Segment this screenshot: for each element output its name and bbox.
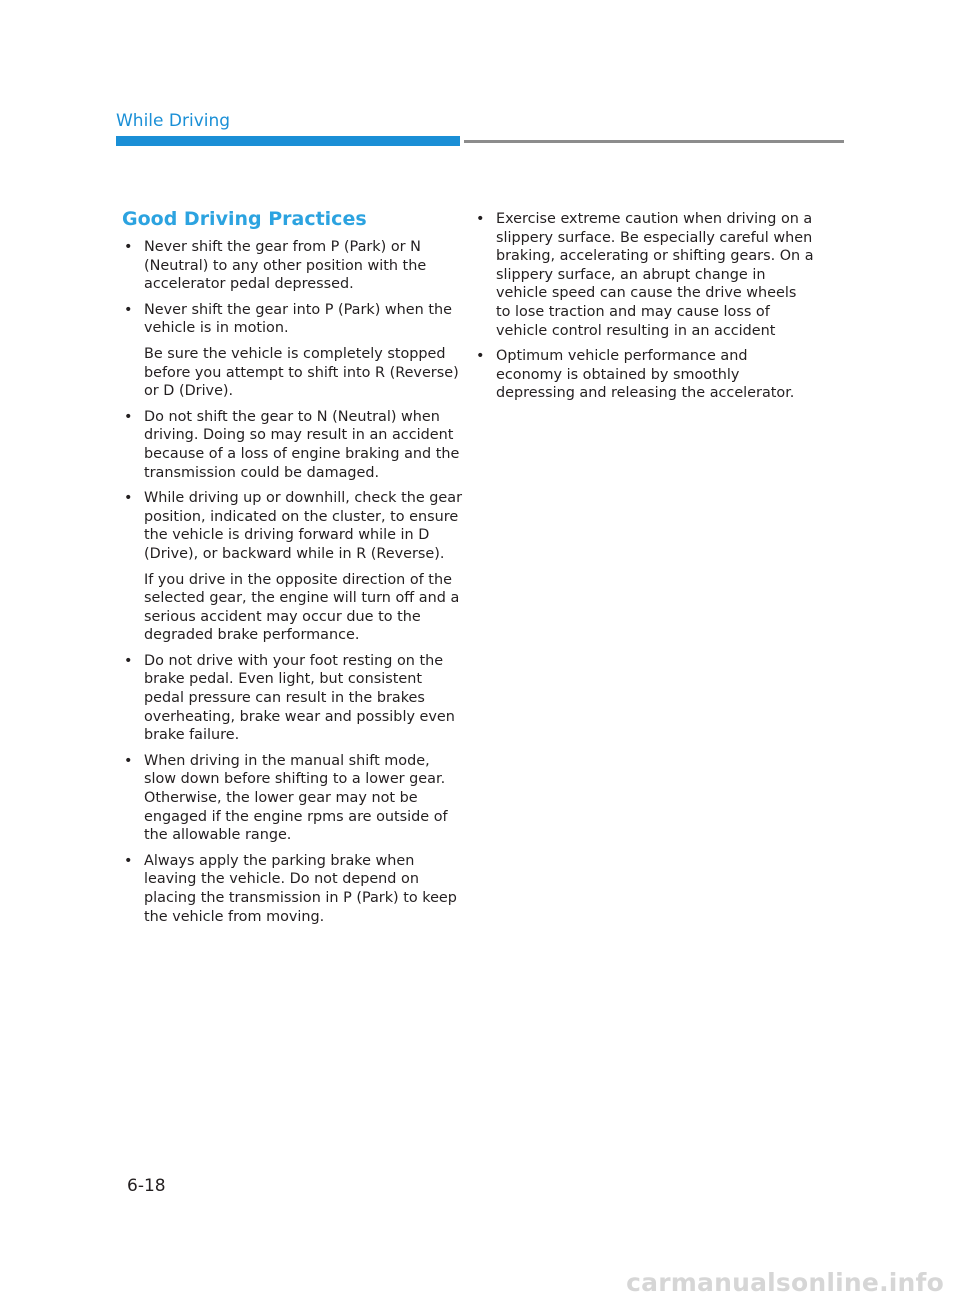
- header-accent-bar: [116, 136, 460, 146]
- bullet-icon: •: [124, 239, 133, 255]
- header-divider: [464, 140, 844, 143]
- right-bullet-list: [474, 210, 814, 403]
- list-item-text: When driving in the manual shift mode, slow down before shifting to a lower gear. Otherwise, the lower gear may not be engaged if the engine rpms are outside of the allowable range.: [144, 752, 448, 844]
- bullet-icon: •: [124, 301, 133, 318]
- list-item: [122, 238, 462, 294]
- list-item: [474, 210, 814, 340]
- bullet-icon: •: [476, 348, 485, 365]
- bullet-icon: •: [476, 211, 485, 227]
- list-item-text: Never shift the gear from P (Park) or N (Neutral) to any other position with the accelerator pedal depressed.: [144, 239, 427, 293]
- bullet-icon: •: [124, 408, 133, 425]
- list-item-text: While driving up or downhill, check the gear position, indicated on the cluster, to ensure the vehicle is driving forward while in D (Drive), or backward while in R (Reverse).: [144, 490, 463, 562]
- bullet-icon: •: [124, 752, 133, 769]
- list-item-text: Always apply the parking brake when leaving the vehicle. Do not depend on placing the transmission in P (Park) to keep the vehicle from moving.: [144, 852, 457, 925]
- list-item-text: Never shift the gear into P (Park) when the vehicle is in motion.: [144, 301, 452, 337]
- list-item-followup: Be sure the vehicle is completely stopped before you attempt to shift into R (Reverse) or D (Drive).: [144, 345, 459, 400]
- list-item-text: Do not shift the gear to N (Neutral) when driving. Doing so may result in an accident because of a loss of engine braking and the transmission could be damaged.: [144, 408, 460, 481]
- bullet-icon: •: [124, 852, 133, 869]
- list-item: [122, 301, 462, 401]
- list-item: [474, 347, 814, 403]
- section-title: While Driving: [116, 111, 231, 131]
- bullet-icon: •: [124, 652, 133, 669]
- bullet-icon: •: [124, 490, 133, 507]
- left-column: [122, 206, 462, 933]
- left-bullet-list: [122, 238, 462, 926]
- list-item: [122, 652, 462, 745]
- right-column: [474, 210, 814, 410]
- list-item-text: Optimum vehicle performance and economy is obtained by smoothly depressing and releasing the accelerator.: [496, 348, 795, 402]
- list-item: [122, 852, 462, 926]
- watermark: carmanualsonline.info: [626, 1268, 944, 1297]
- list-item-text: Exercise extreme caution when driving on a slippery surface. Be especially careful when braking, accelerating or shifting gears. On a slippery surface, an abrupt change in vehicle speed can cause the drive wheels to lose traction and may cause loss of vehicle control resulting in an accident: [496, 211, 814, 339]
- list-item-text: Do not drive with your foot resting on the brake pedal. Even light, but consistent pedal pressure can result in the brakes overheating, brake wear and possibly even brake failure.: [144, 652, 455, 744]
- list-item: [122, 752, 462, 845]
- list-item: [122, 489, 462, 645]
- list-item-followup: If you drive in the opposite direction of the selected gear, the engine will turn off and a serious accident may occur due to the degraded brake performance.: [144, 571, 460, 644]
- list-item: [122, 408, 462, 482]
- page-number: 6-18: [127, 1176, 166, 1196]
- page-heading: Good Driving Practices: [122, 208, 367, 230]
